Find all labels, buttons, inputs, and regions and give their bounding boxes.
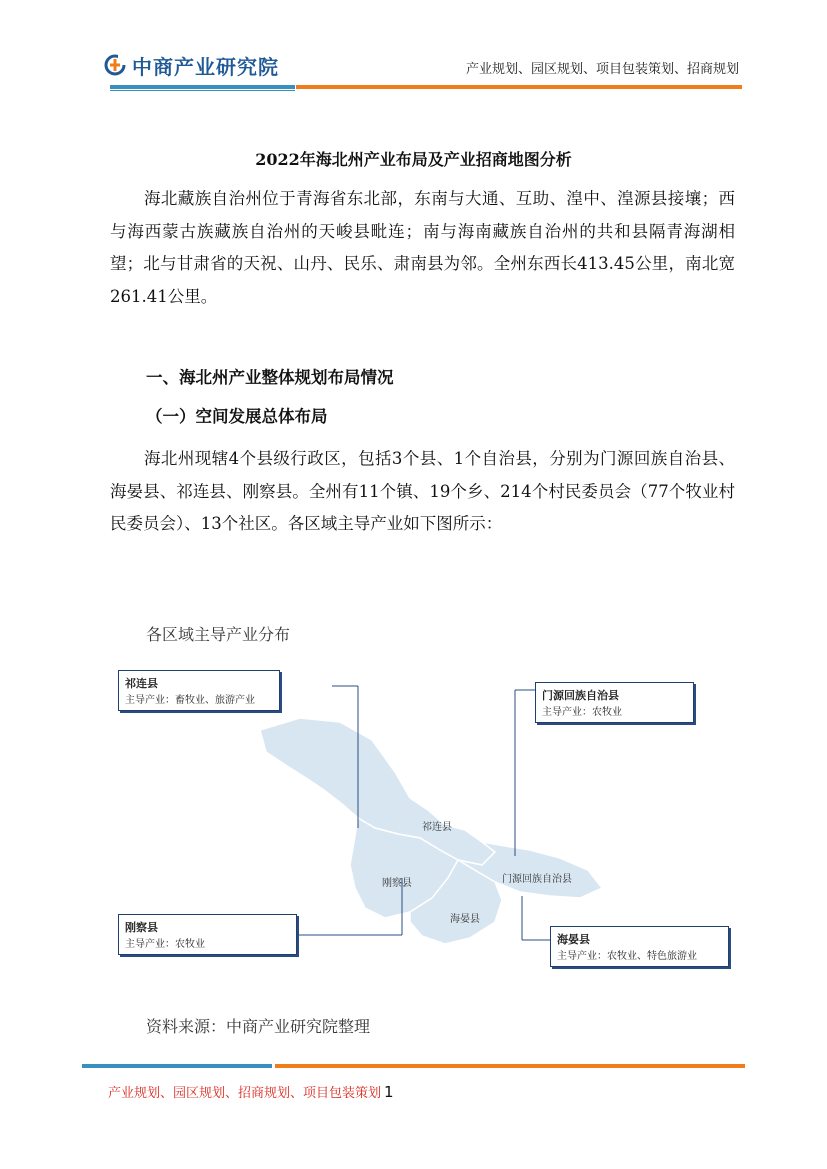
header-rule-blue: [110, 85, 295, 89]
callout-industry: 主导产业：畜牧业、旅游产业: [125, 695, 255, 706]
figure-caption: 各区域主导产业分布: [146, 625, 291, 644]
map-label-gangcha: 刚察县: [382, 878, 412, 889]
callout-qilian: [118, 670, 280, 711]
industry-map: [110, 660, 740, 980]
callout-menyuan: [535, 682, 694, 723]
logo-icon: [104, 54, 126, 76]
header-rule-blue-thin: [110, 90, 295, 91]
callout-haiyan: [550, 926, 729, 967]
subsection-heading: （一）空间发展总体布局: [146, 407, 328, 426]
callout-industry: 主导产业：农牧业、特色旅游业: [557, 951, 697, 962]
callout-county-name: 祁连县: [125, 677, 158, 690]
footer: [108, 1082, 394, 1101]
map-label-menyuan: 门源回族自治县: [502, 874, 572, 885]
map-label-qilian: 祁连县: [422, 822, 452, 833]
footer-tagline: 产业规划、园区规划、招商规划、项目包装策划: [108, 1086, 382, 1101]
document-title: 2022年海北州产业布局及产业招商地图分析: [255, 150, 572, 169]
footer-rule-blue: [82, 1064, 272, 1068]
callout-county-name: 刚察县: [125, 921, 158, 934]
body-paragraph: 海北州现辖4个县级行政区，包括3个县、1个自治县，分别为门源回族自治县、海晏县、祁连县、刚察县。全州有11个镇、19个乡、214个村民委员会（77个牧业村民委员会）、13个社区。各区域主导产业如下图所示：: [110, 449, 735, 533]
callout-county-name: 海晏县: [557, 933, 590, 946]
callout-county-name: 门源回族自治县: [542, 689, 619, 702]
section-heading: 一、海北州产业整体规划布局情况: [146, 368, 394, 387]
map-label-haiyan: 海晏县: [450, 914, 480, 925]
callout-industry: 主导产业：农牧业: [125, 939, 205, 950]
header-rule-orange: [296, 85, 742, 89]
footer-rule-orange: [275, 1064, 745, 1068]
page-number: 1: [384, 1083, 394, 1101]
intro-paragraph: 海北藏族自治州位于青海省东北部，东南与大通、互助、湟中、湟源县接壤；西与海西蒙古族藏族自治州的天峻县毗连；南与海南藏族自治州的共和县隔青海湖相望；北与甘肃省的天祝、山丹、民乐、肃南县为邻。全州东西长413.45公里，南北宽261.41公里。: [110, 189, 735, 306]
callout-industry: 主导产业：农牧业: [542, 707, 622, 718]
header-tagline: 产业规划、园区规划、项目包装策划、招商规划: [465, 62, 739, 77]
logo-text: 中商产业研究院: [132, 54, 279, 79]
source-note: 资料来源：中商产业研究院整理: [146, 1017, 371, 1036]
brand-logo: [104, 52, 279, 78]
callout-gangcha: [118, 914, 297, 955]
